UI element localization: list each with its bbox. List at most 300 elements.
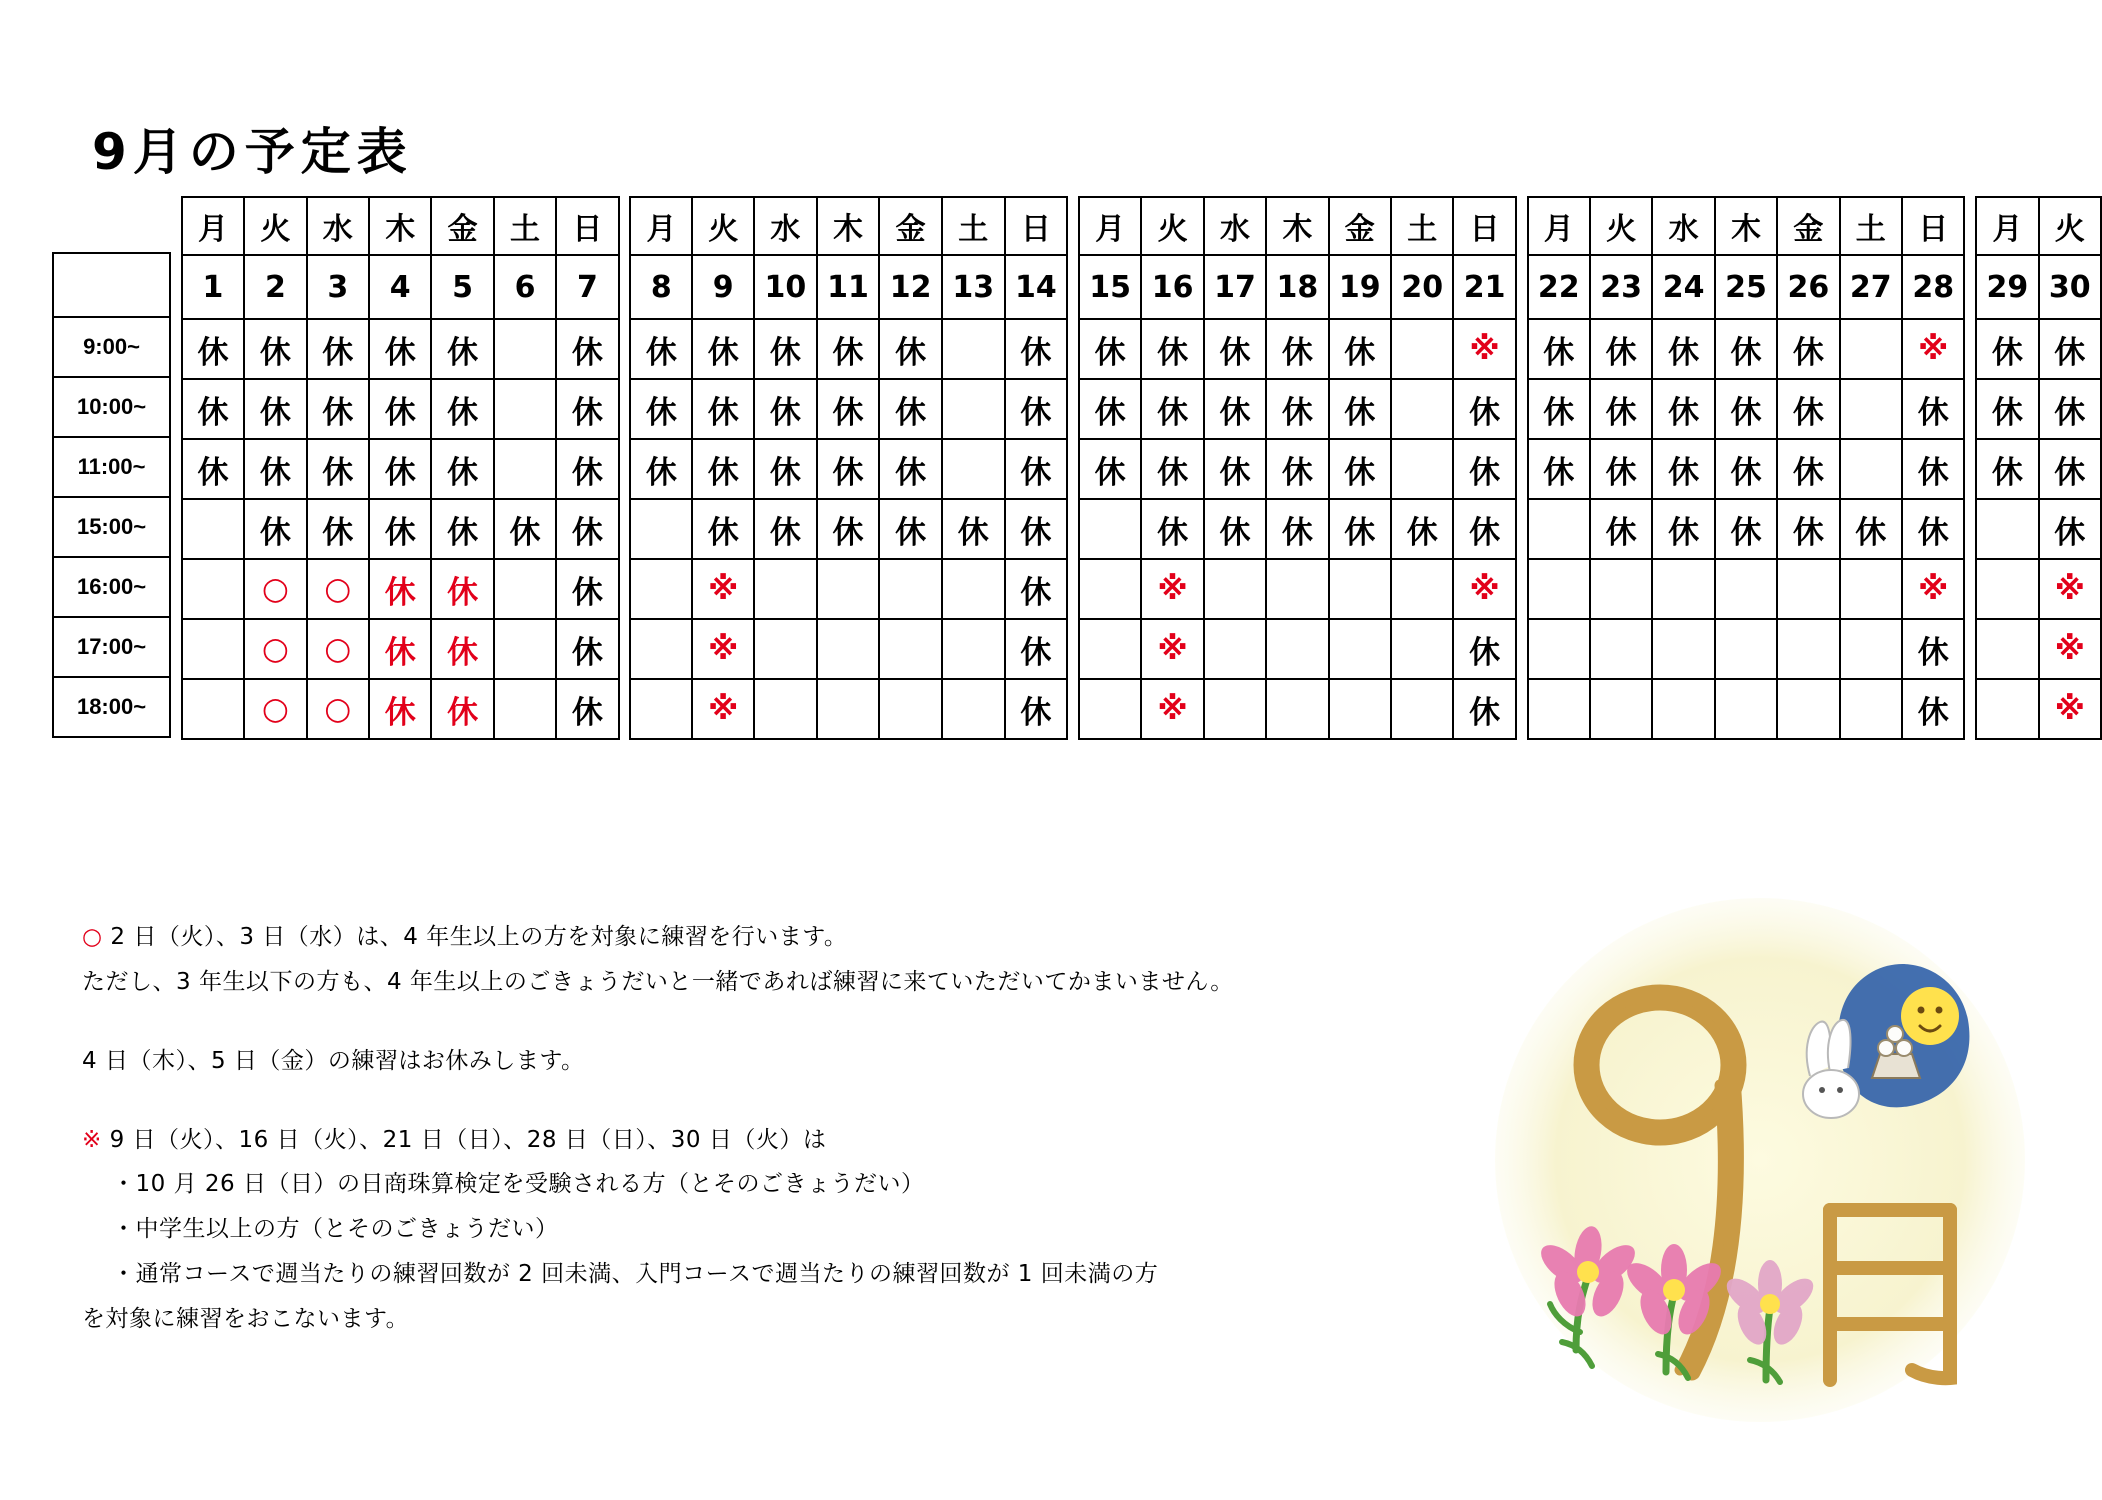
schedule-cell: 休	[630, 319, 692, 379]
schedule-cell: 休	[1528, 439, 1590, 499]
schedule-cell: 休	[1005, 619, 1068, 679]
schedule-cell	[1329, 559, 1391, 619]
schedule-cell: 休	[879, 379, 942, 439]
schedule-cell: 休	[369, 319, 431, 379]
note-line-7: ・通常コースで週当たりの練習回数が 2 回未満、入門コースで週当たりの練習回数が 1 回未満の方	[112, 1261, 1159, 1288]
schedule-cell: 休	[369, 559, 431, 619]
schedule-cell: 休	[817, 379, 880, 439]
schedule-cell: 休	[1902, 619, 1964, 679]
schedule-cell: 休	[1453, 679, 1515, 739]
schedule-cell: ※	[1141, 559, 1203, 619]
september-illustration	[1480, 880, 2040, 1440]
schedule-cell: 休	[1266, 439, 1328, 499]
schedule-cell: 休	[1902, 439, 1964, 499]
schedule-cell: ※	[692, 559, 754, 619]
time-label-3: 15:00~	[53, 497, 170, 557]
time-label-column	[52, 196, 171, 738]
schedule-cell: 休	[1005, 439, 1068, 499]
schedule-cell	[494, 439, 556, 499]
schedule-cell	[754, 559, 817, 619]
schedule-cell	[942, 619, 1005, 679]
schedule-cell: ※	[1141, 619, 1203, 679]
dow-header: 木	[817, 197, 880, 255]
schedule-cell	[754, 619, 817, 679]
schedule-cell	[942, 439, 1005, 499]
schedule-cell: 休	[431, 499, 493, 559]
schedule-cell: 休	[1005, 679, 1068, 739]
schedule-cell: 休	[1329, 319, 1391, 379]
schedule-cell	[1266, 679, 1328, 739]
schedule-cell	[630, 619, 692, 679]
schedule-cell	[1204, 679, 1266, 739]
note-line-8: を対象に練習をおこないます。	[82, 1305, 410, 1332]
schedule-cell: 休	[1840, 499, 1902, 559]
schedule-cell: ○	[244, 559, 306, 619]
schedule-cell: 休	[1715, 319, 1777, 379]
schedule-cell: 休	[182, 319, 244, 379]
schedule-cell: 休	[1079, 379, 1141, 439]
schedule-cell: 休	[556, 439, 618, 499]
date-header: 17	[1204, 255, 1266, 319]
page-title: 9月の予定表	[92, 123, 413, 181]
schedule-cell: 休	[1453, 499, 1515, 559]
schedule-cell: ※	[692, 619, 754, 679]
date-header: 24	[1652, 255, 1714, 319]
dow-header: 日	[1005, 197, 1068, 255]
schedule-cell: ※	[1453, 559, 1515, 619]
dow-header: 金	[1329, 197, 1391, 255]
date-header: 20	[1391, 255, 1453, 319]
schedule-cell: 休	[1590, 319, 1652, 379]
schedule-cell	[1976, 499, 2038, 559]
dow-header: 土	[942, 197, 1005, 255]
schedule-cell: 休	[1652, 499, 1714, 559]
schedule-cell	[494, 319, 556, 379]
schedule-cell: 休	[1528, 379, 1590, 439]
schedule-cell	[879, 619, 942, 679]
schedule-cell	[1204, 619, 1266, 679]
schedule-cell: 休	[1329, 499, 1391, 559]
schedule-calendar	[52, 196, 2102, 740]
schedule-cell: 休	[1453, 439, 1515, 499]
schedule-cell: 休	[692, 319, 754, 379]
label-date-spacer	[53, 253, 170, 317]
schedule-cell: 休	[1266, 379, 1328, 439]
schedule-cell	[1266, 619, 1328, 679]
schedule-cell: ※	[692, 679, 754, 739]
note-line-2: ただし、3 年生以下の方も、4 年生以上のごきょうだいと一緒であれば練習に来ていただいてかまいません。	[82, 968, 1234, 995]
dow-header: 金	[1777, 197, 1839, 255]
schedule-cell: 休	[1204, 439, 1266, 499]
schedule-cell	[1715, 679, 1777, 739]
schedule-cell: 休	[1204, 379, 1266, 439]
week-block-3	[1078, 196, 1517, 740]
schedule-cell: 休	[1902, 379, 1964, 439]
schedule-cell: 休	[1976, 439, 2038, 499]
date-header: 9	[692, 255, 754, 319]
schedule-cell	[494, 379, 556, 439]
schedule-cell: ※	[1902, 559, 1964, 619]
schedule-cell	[630, 559, 692, 619]
schedule-cell: 休	[1590, 439, 1652, 499]
schedule-cell	[182, 499, 244, 559]
schedule-cell: 休	[556, 319, 618, 379]
schedule-cell	[1976, 559, 2038, 619]
schedule-cell: 休	[1590, 379, 1652, 439]
schedule-cell	[817, 619, 880, 679]
schedule-cell: 休	[1777, 319, 1839, 379]
schedule-cell: 休	[1902, 499, 1964, 559]
schedule-cell: 休	[369, 499, 431, 559]
schedule-cell: 休	[1652, 439, 1714, 499]
schedule-cell: 休	[182, 439, 244, 499]
dow-header: 月	[630, 197, 692, 255]
schedule-cell	[494, 619, 556, 679]
date-header: 16	[1141, 255, 1203, 319]
schedule-cell: 休	[369, 379, 431, 439]
schedule-cell: 休	[431, 559, 493, 619]
schedule-cell	[1391, 319, 1453, 379]
date-header: 25	[1715, 255, 1777, 319]
time-label-5: 17:00~	[53, 617, 170, 677]
date-header: 30	[2039, 255, 2101, 319]
schedule-cell: 休	[1453, 379, 1515, 439]
schedule-cell: 休	[244, 439, 306, 499]
dow-header: 火	[1141, 197, 1203, 255]
schedule-cell: 休	[1141, 499, 1203, 559]
date-header: 19	[1329, 255, 1391, 319]
schedule-cell: 休	[879, 319, 942, 379]
dow-header: 水	[1652, 197, 1714, 255]
time-label-2: 11:00~	[53, 437, 170, 497]
schedule-cell: ○	[307, 559, 369, 619]
dow-header: 月	[1079, 197, 1141, 255]
schedule-cell: 休	[754, 319, 817, 379]
date-header: 26	[1777, 255, 1839, 319]
schedule-cell: 休	[817, 499, 880, 559]
note-line-4-text: 9 日（火）、16 日（火）、21 日（日）、28 日（日）、30 日（火）は	[109, 1126, 827, 1153]
dow-header: 土	[494, 197, 556, 255]
schedule-cell	[1079, 559, 1141, 619]
schedule-cell	[1715, 619, 1777, 679]
schedule-cell: ○	[244, 619, 306, 679]
dow-header: 日	[1902, 197, 1964, 255]
schedule-cell: 休	[1976, 379, 2038, 439]
schedule-cell: 休	[754, 499, 817, 559]
dow-header: 火	[692, 197, 754, 255]
schedule-cell: 休	[1391, 499, 1453, 559]
week-block-4	[1527, 196, 1966, 740]
schedule-cell	[1590, 619, 1652, 679]
schedule-cell: 休	[1715, 379, 1777, 439]
date-header: 22	[1528, 255, 1590, 319]
date-header: 18	[1266, 255, 1328, 319]
asterisk-marker-icon: ※	[82, 1126, 102, 1153]
schedule-cell: ※	[2039, 679, 2101, 739]
schedule-cell: 休	[431, 439, 493, 499]
schedule-cell	[1840, 619, 1902, 679]
date-header: 28	[1902, 255, 1964, 319]
schedule-cell: 休	[1005, 559, 1068, 619]
schedule-cell	[879, 559, 942, 619]
schedule-cell: 休	[2039, 319, 2101, 379]
date-header: 14	[1005, 255, 1068, 319]
schedule-cell	[1840, 679, 1902, 739]
schedule-cell	[494, 679, 556, 739]
week-block-1	[181, 196, 620, 740]
week-block-2	[629, 196, 1068, 740]
date-header: 8	[630, 255, 692, 319]
schedule-cell: 休	[1453, 619, 1515, 679]
date-header: 12	[879, 255, 942, 319]
schedule-cell: 休	[1005, 379, 1068, 439]
schedule-cell	[630, 679, 692, 739]
schedule-cell: 休	[879, 499, 942, 559]
schedule-cell: 休	[1141, 439, 1203, 499]
schedule-cell: ○	[244, 679, 306, 739]
schedule-cell	[1391, 439, 1453, 499]
date-header: 29	[1976, 255, 2038, 319]
schedule-cell	[1715, 559, 1777, 619]
schedule-cell	[817, 559, 880, 619]
schedule-cell	[1840, 439, 1902, 499]
date-header: 13	[942, 255, 1005, 319]
schedule-cell: 休	[1079, 439, 1141, 499]
date-header: 11	[817, 255, 880, 319]
schedule-cell: 休	[244, 319, 306, 379]
schedule-cell: 休	[494, 499, 556, 559]
schedule-cell: 休	[1266, 499, 1328, 559]
schedule-cell: ※	[1141, 679, 1203, 739]
schedule-cell: 休	[1141, 379, 1203, 439]
note-line-4	[82, 1118, 1482, 1163]
schedule-cell	[942, 319, 1005, 379]
schedule-cell: 休	[692, 499, 754, 559]
schedule-cell	[1528, 619, 1590, 679]
schedule-cell: 休	[1005, 319, 1068, 379]
schedule-cell: ○	[307, 679, 369, 739]
note-line-1-text: 2 日（火）、3 日（水）は、4 年生以上の方を対象に練習を行います。	[110, 924, 848, 950]
date-header: 7	[556, 255, 618, 319]
schedule-cell: 休	[754, 379, 817, 439]
schedule-cell	[817, 679, 880, 739]
dow-header: 火	[244, 197, 306, 255]
schedule-cell: 休	[1528, 319, 1590, 379]
note-line-5: ・10 月 26 日（日）の日商珠算検定を受験される方（とそのごきょうだい）	[112, 1171, 925, 1198]
week-blocks	[181, 196, 2102, 740]
schedule-cell	[1329, 679, 1391, 739]
note-line-1	[82, 915, 1482, 960]
schedule-cell: ※	[1453, 319, 1515, 379]
schedule-cell: 休	[369, 439, 431, 499]
schedule-cell	[1528, 679, 1590, 739]
schedule-cell: 休	[817, 319, 880, 379]
schedule-cell: 休	[307, 439, 369, 499]
schedule-cell	[1079, 619, 1141, 679]
schedule-cell: 休	[817, 439, 880, 499]
schedule-cell	[1528, 499, 1590, 559]
date-header: 15	[1079, 255, 1141, 319]
schedule-cell	[1590, 559, 1652, 619]
schedule-cell: 休	[692, 439, 754, 499]
schedule-cell	[1391, 619, 1453, 679]
note-spacer-2	[82, 1084, 1482, 1118]
date-header: 27	[1840, 255, 1902, 319]
week-block-5	[1975, 196, 2102, 740]
schedule-cell	[1204, 559, 1266, 619]
schedule-cell: 休	[307, 379, 369, 439]
schedule-cell	[1652, 679, 1714, 739]
dow-header: 月	[1976, 197, 2038, 255]
schedule-cell: 休	[1777, 439, 1839, 499]
time-label-4: 16:00~	[53, 557, 170, 617]
note-line-6: ・中学生以上の方（とそのごきょうだい）	[112, 1216, 559, 1243]
schedule-cell: 休	[1141, 319, 1203, 379]
schedule-cell	[182, 559, 244, 619]
schedule-cell: 休	[431, 679, 493, 739]
dow-header: 水	[307, 197, 369, 255]
dow-header: 月	[182, 197, 244, 255]
schedule-cell	[1391, 379, 1453, 439]
dow-header: 土	[1391, 197, 1453, 255]
schedule-cell: 休	[1079, 319, 1141, 379]
schedule-cell: ※	[2039, 559, 2101, 619]
dow-header: 水	[754, 197, 817, 255]
dow-header: 火	[2039, 197, 2101, 255]
time-label-1: 10:00~	[53, 377, 170, 437]
schedule-cell	[942, 679, 1005, 739]
date-header: 10	[754, 255, 817, 319]
schedule-cell	[1391, 559, 1453, 619]
schedule-cell: 休	[556, 619, 618, 679]
circle-marker-icon: ○	[82, 924, 103, 950]
schedule-cell: 休	[369, 619, 431, 679]
date-header: 23	[1590, 255, 1652, 319]
schedule-cell: 休	[369, 679, 431, 739]
dow-header: 金	[431, 197, 493, 255]
schedule-cell: 休	[307, 499, 369, 559]
schedule-cell: 休	[1652, 319, 1714, 379]
schedule-cell: 休	[182, 379, 244, 439]
time-label-6: 18:00~	[53, 677, 170, 737]
time-label-0: 9:00~	[53, 317, 170, 377]
schedule-cell: 休	[307, 319, 369, 379]
schedule-cell: 休	[556, 499, 618, 559]
dow-header: 水	[1204, 197, 1266, 255]
schedule-cell	[1391, 679, 1453, 739]
date-header: 3	[307, 255, 369, 319]
date-header: 2	[244, 255, 306, 319]
dow-header: 木	[1715, 197, 1777, 255]
schedule-cell	[494, 559, 556, 619]
schedule-cell	[754, 679, 817, 739]
date-header: 1	[182, 255, 244, 319]
date-header: 4	[369, 255, 431, 319]
schedule-cell: ※	[2039, 619, 2101, 679]
schedule-cell	[1652, 559, 1714, 619]
schedule-cell	[1840, 379, 1902, 439]
schedule-cell: 休	[1266, 319, 1328, 379]
schedule-cell	[182, 619, 244, 679]
dow-header: 金	[879, 197, 942, 255]
schedule-cell	[1079, 499, 1141, 559]
notes-section	[82, 915, 1482, 1342]
schedule-cell: 休	[1329, 439, 1391, 499]
schedule-cell: 休	[1777, 499, 1839, 559]
schedule-cell: 休	[1777, 379, 1839, 439]
schedule-cell: 休	[942, 499, 1005, 559]
schedule-cell: 休	[244, 499, 306, 559]
schedule-cell	[1777, 679, 1839, 739]
schedule-cell	[1079, 679, 1141, 739]
schedule-cell: 休	[431, 319, 493, 379]
dow-header: 木	[1266, 197, 1328, 255]
schedule-cell: 休	[556, 679, 618, 739]
schedule-cell: 休	[431, 619, 493, 679]
schedule-cell: 休	[630, 439, 692, 499]
schedule-cell: 休	[2039, 379, 2101, 439]
schedule-cell: 休	[556, 379, 618, 439]
schedule-cell	[1777, 559, 1839, 619]
schedule-cell	[1528, 559, 1590, 619]
schedule-cell: 休	[556, 559, 618, 619]
schedule-cell	[1840, 559, 1902, 619]
schedule-cell: 休	[1976, 319, 2038, 379]
schedule-cell: 休	[244, 379, 306, 439]
schedule-cell: 休	[754, 439, 817, 499]
schedule-cell: 休	[879, 439, 942, 499]
dow-header: 土	[1840, 197, 1902, 255]
schedule-cell: 休	[1652, 379, 1714, 439]
schedule-cell	[1652, 619, 1714, 679]
schedule-cell: 休	[1005, 499, 1068, 559]
schedule-cell	[1976, 679, 2038, 739]
schedule-cell: 休	[1204, 499, 1266, 559]
schedule-cell	[879, 679, 942, 739]
schedule-cell: 休	[2039, 499, 2101, 559]
schedule-cell: 休	[1329, 379, 1391, 439]
schedule-cell	[182, 679, 244, 739]
schedule-cell: 休	[431, 379, 493, 439]
label-header-spacer	[53, 196, 170, 253]
note-line-3: 4 日（木）、5 日（金）の練習はお休みします。	[82, 1047, 585, 1074]
schedule-cell: 休	[1715, 499, 1777, 559]
schedule-cell	[1329, 619, 1391, 679]
schedule-cell	[1976, 619, 2038, 679]
schedule-cell: 休	[1902, 679, 1964, 739]
schedule-cell: 休	[692, 379, 754, 439]
dow-header: 日	[556, 197, 618, 255]
dow-header: 月	[1528, 197, 1590, 255]
schedule-cell	[1777, 619, 1839, 679]
date-header: 21	[1453, 255, 1515, 319]
dow-header: 火	[1590, 197, 1652, 255]
schedule-cell: 休	[1715, 439, 1777, 499]
schedule-cell	[1266, 559, 1328, 619]
dow-header: 日	[1453, 197, 1515, 255]
schedule-cell	[942, 379, 1005, 439]
schedule-cell: 休	[1590, 499, 1652, 559]
schedule-cell	[1840, 319, 1902, 379]
date-header: 5	[431, 255, 493, 319]
schedule-cell: 休	[630, 379, 692, 439]
schedule-cell: 休	[2039, 439, 2101, 499]
schedule-cell	[1590, 679, 1652, 739]
note-spacer-1	[82, 1005, 1482, 1039]
schedule-cell	[630, 499, 692, 559]
dow-header: 木	[369, 197, 431, 255]
date-header: 6	[494, 255, 556, 319]
